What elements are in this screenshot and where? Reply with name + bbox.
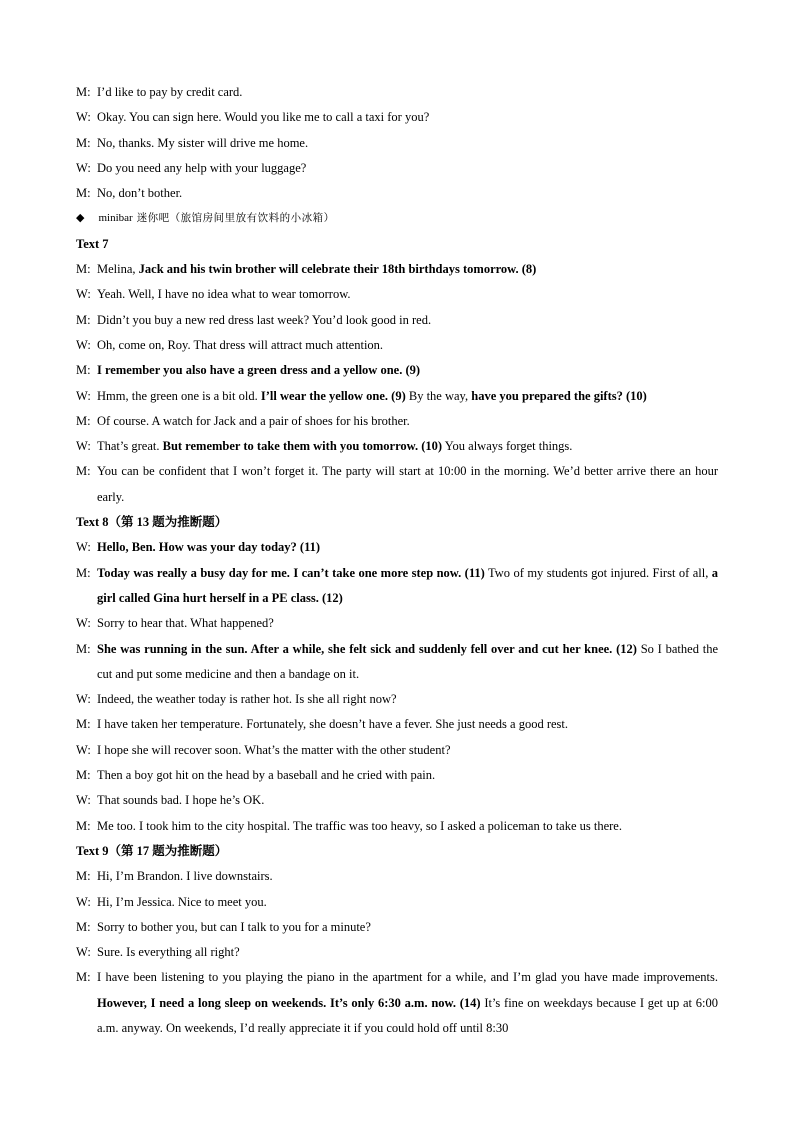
dialogue-line [76,181,718,206]
utterance-text: Sure. Is everything all right? [97,945,240,960]
speaker-label: M: [76,565,91,580]
utterance [97,131,718,156]
speaker-label: M: [76,464,91,479]
utterance [97,333,718,358]
utterance-text: Indeed, the weather today is rather hot. Is she all right now? [97,692,397,707]
utterance-text: Hi, I’m Brandon. I live downstairs. [97,869,273,884]
utterance-text: Sorry to hear that. What happened? [97,616,274,631]
utterance-text: Sorry to bother you, but can I talk to you for a minute? [97,919,371,934]
dialogue-line [76,434,718,459]
speaker-label: M: [76,413,91,428]
dialogue-text8 [76,535,718,839]
utterance [97,308,718,333]
speaker-label: M: [76,262,91,277]
utterance-text: No, don’t bother. [97,186,183,201]
utterance [97,358,718,383]
dialogue-line [76,409,718,434]
utterance [97,535,718,560]
dialogue-line [76,637,718,688]
utterance [97,637,718,688]
dialogue-line [76,940,718,965]
speaker-label: W: [76,337,91,352]
utterance [97,965,718,1041]
speaker-label: M: [76,135,91,150]
utterance [97,763,718,788]
dialogue-line [76,561,718,612]
utterance-text: No, thanks. My sister will drive me home. [97,135,309,150]
utterance [97,738,718,763]
utterance [97,561,718,612]
utterance [97,409,718,434]
key-sentence: Hello, Ben. How was your day today? (11) [97,540,321,555]
speaker-label: W: [76,388,91,403]
utterance [97,940,718,965]
key-sentence: She was running in the sun. After a while, she felt sick and suddenly fell over and cut her knee. (12) [97,641,637,656]
speaker-label: M: [76,768,91,783]
speaker-label: W: [76,894,91,909]
speaker-label: W: [76,692,91,707]
speaker-label: M: [76,818,91,833]
utterance-text: Two of my students got injured. First of all, [484,565,712,580]
utterance [97,384,718,409]
speaker-label: W: [76,742,91,757]
utterance [97,257,718,282]
utterance-text: I have taken her temperature. Fortunately, she doesn’t have a fever. She just needs a good rest. [97,717,569,732]
speaker-label: M: [76,717,91,732]
section-heading-text7: Text 7 [76,236,109,251]
utterance [97,282,718,307]
dialogue-line [76,105,718,130]
speaker-label: W: [76,110,91,125]
utterance [97,459,718,510]
utterance [97,864,718,889]
key-sentence: a girl called Gina hurt herself in a PE class. (12) [97,565,718,605]
utterance [97,890,718,915]
speaker-label: W: [76,160,91,175]
utterance-text: Me too. I took him to the city hospital. The traffic was too heavy, so I asked a policeman to take us there. [97,818,622,833]
key-sentence: I’ll wear the yellow one. (9) [260,388,406,403]
utterance [97,788,718,813]
speaker-label: M: [76,970,91,985]
dialogue-line [76,333,718,358]
note-term: minibar [98,212,133,225]
utterance-text: So I bathed the cut and put some medicine and then a bandage on it. [97,641,718,681]
dialogue-text9 [76,864,718,1041]
dialogue-line [76,282,718,307]
utterance-text: Didn’t you buy a new red dress last week? You’d look good in red. [97,312,432,327]
speaker-label: M: [76,312,91,327]
utterance-text: Do you need any help with your luggage? [97,160,307,175]
speaker-label: W: [76,287,91,302]
utterance [97,915,718,940]
utterance-text: Of course. A watch for Jack and a pair of shoes for his brother. [97,413,410,428]
utterance-text: That’s great. [97,439,163,454]
dialogue-line [76,131,718,156]
speaker-label: M: [76,641,91,656]
utterance-text: I’d like to pay by credit card. [97,85,243,99]
dialogue-text7 [76,257,718,510]
utterance-text: You always forget things. [442,439,573,454]
dialogue-line [76,358,718,383]
key-sentence: Jack and his twin brother will celebrate their 18th birthdays tomorrow. (8) [138,262,537,277]
dialogue-line [76,763,718,788]
utterance [97,814,718,839]
key-sentence: I remember you also have a green dress and a yellow one. (9) [97,363,421,378]
utterance-text: It’s fine on weekdays because I get up at 6:00 a.m. anyway. On weekends, I’d really appreciate it if you could hold off until 8:30 [97,995,718,1035]
utterance [97,105,718,130]
speaker-label: W: [76,439,91,454]
dialogue-continued [76,80,718,206]
utterance-text: Then a boy got hit on the head by a baseball and he cried with pain. [97,768,436,783]
dialogue-line [76,915,718,940]
dialogue-line [76,384,718,409]
dialogue-line [76,890,718,915]
key-sentence: Today was really a busy day for me. I can’t take one more step now. (11) [97,565,485,580]
utterance-text: Melina, [97,262,139,277]
speaker-label: M: [76,85,91,99]
dialogue-line [76,156,718,181]
section-heading-text9: Text 9（第 17 题为推断题） [76,843,228,858]
dialogue-line [76,965,718,1041]
dialogue-line [76,864,718,889]
speaker-label: M: [76,919,91,934]
utterance-text: You can be confident that I won’t forget it. The party will start at 10:00 in the morning. We’d better arrive there an hour early. [97,464,718,504]
utterance-text: Okay. You can sign here. Would you like me to call a taxi for you? [97,110,430,125]
utterance [97,156,718,181]
dialogue-line [76,687,718,712]
dialogue-line [76,814,718,839]
dialogue-line [76,257,718,282]
utterance-text: Oh, come on, Roy. That dress will attract much attention. [97,337,384,352]
key-sentence: However, I need a long sleep on weekends. It’s only 6:30 a.m. now. (14) [97,995,481,1010]
utterance-text: I have been listening to you playing the piano in the apartment for a while, and I’m glad you have made improvements. [97,970,718,985]
speaker-label: M: [76,363,91,378]
speaker-label: W: [76,945,91,960]
key-sentence: But remember to take them with you tomorrow. (10) [162,439,443,454]
speaker-label: M: [76,869,91,884]
speaker-label: W: [76,793,91,808]
utterance [97,712,718,737]
utterance-text: By the way, [405,388,472,403]
dialogue-line [76,611,718,636]
dialogue-line [76,459,718,510]
utterance [97,181,718,206]
utterance-text: Hmm, the green one is a bit old. [97,388,261,403]
utterance [97,687,718,712]
diamond-bullet-icon: ◆ [76,212,85,225]
vocabulary-note [76,206,718,231]
speaker-label: M: [76,186,91,201]
dialogue-line [76,712,718,737]
utterance [97,80,718,105]
dialogue-line [76,788,718,813]
transcript [76,80,718,1041]
utterance-text: I hope she will recover soon. What’s the matter with the other student? [97,742,451,757]
utterance [97,611,718,636]
speaker-label: W: [76,540,91,555]
section-heading-text8: Text 8（第 13 题为推断题） [76,515,228,530]
speaker-label: W: [76,616,91,631]
utterance-text: That sounds bad. I hope he’s OK. [97,793,265,808]
dialogue-line [76,80,718,105]
dialogue-line [76,738,718,763]
key-sentence: have you prepared the gifts? (10) [471,388,647,403]
dialogue-line [76,535,718,560]
utterance-text: Yeah. Well, I have no idea what to wear tomorrow. [97,287,351,302]
dialogue-line [76,308,718,333]
note-gloss: 迷你吧（旅馆房间里放有饮料的小冰箱） [136,213,335,225]
utterance [97,434,718,459]
utterance-text: Hi, I’m Jessica. Nice to meet you. [97,894,267,909]
